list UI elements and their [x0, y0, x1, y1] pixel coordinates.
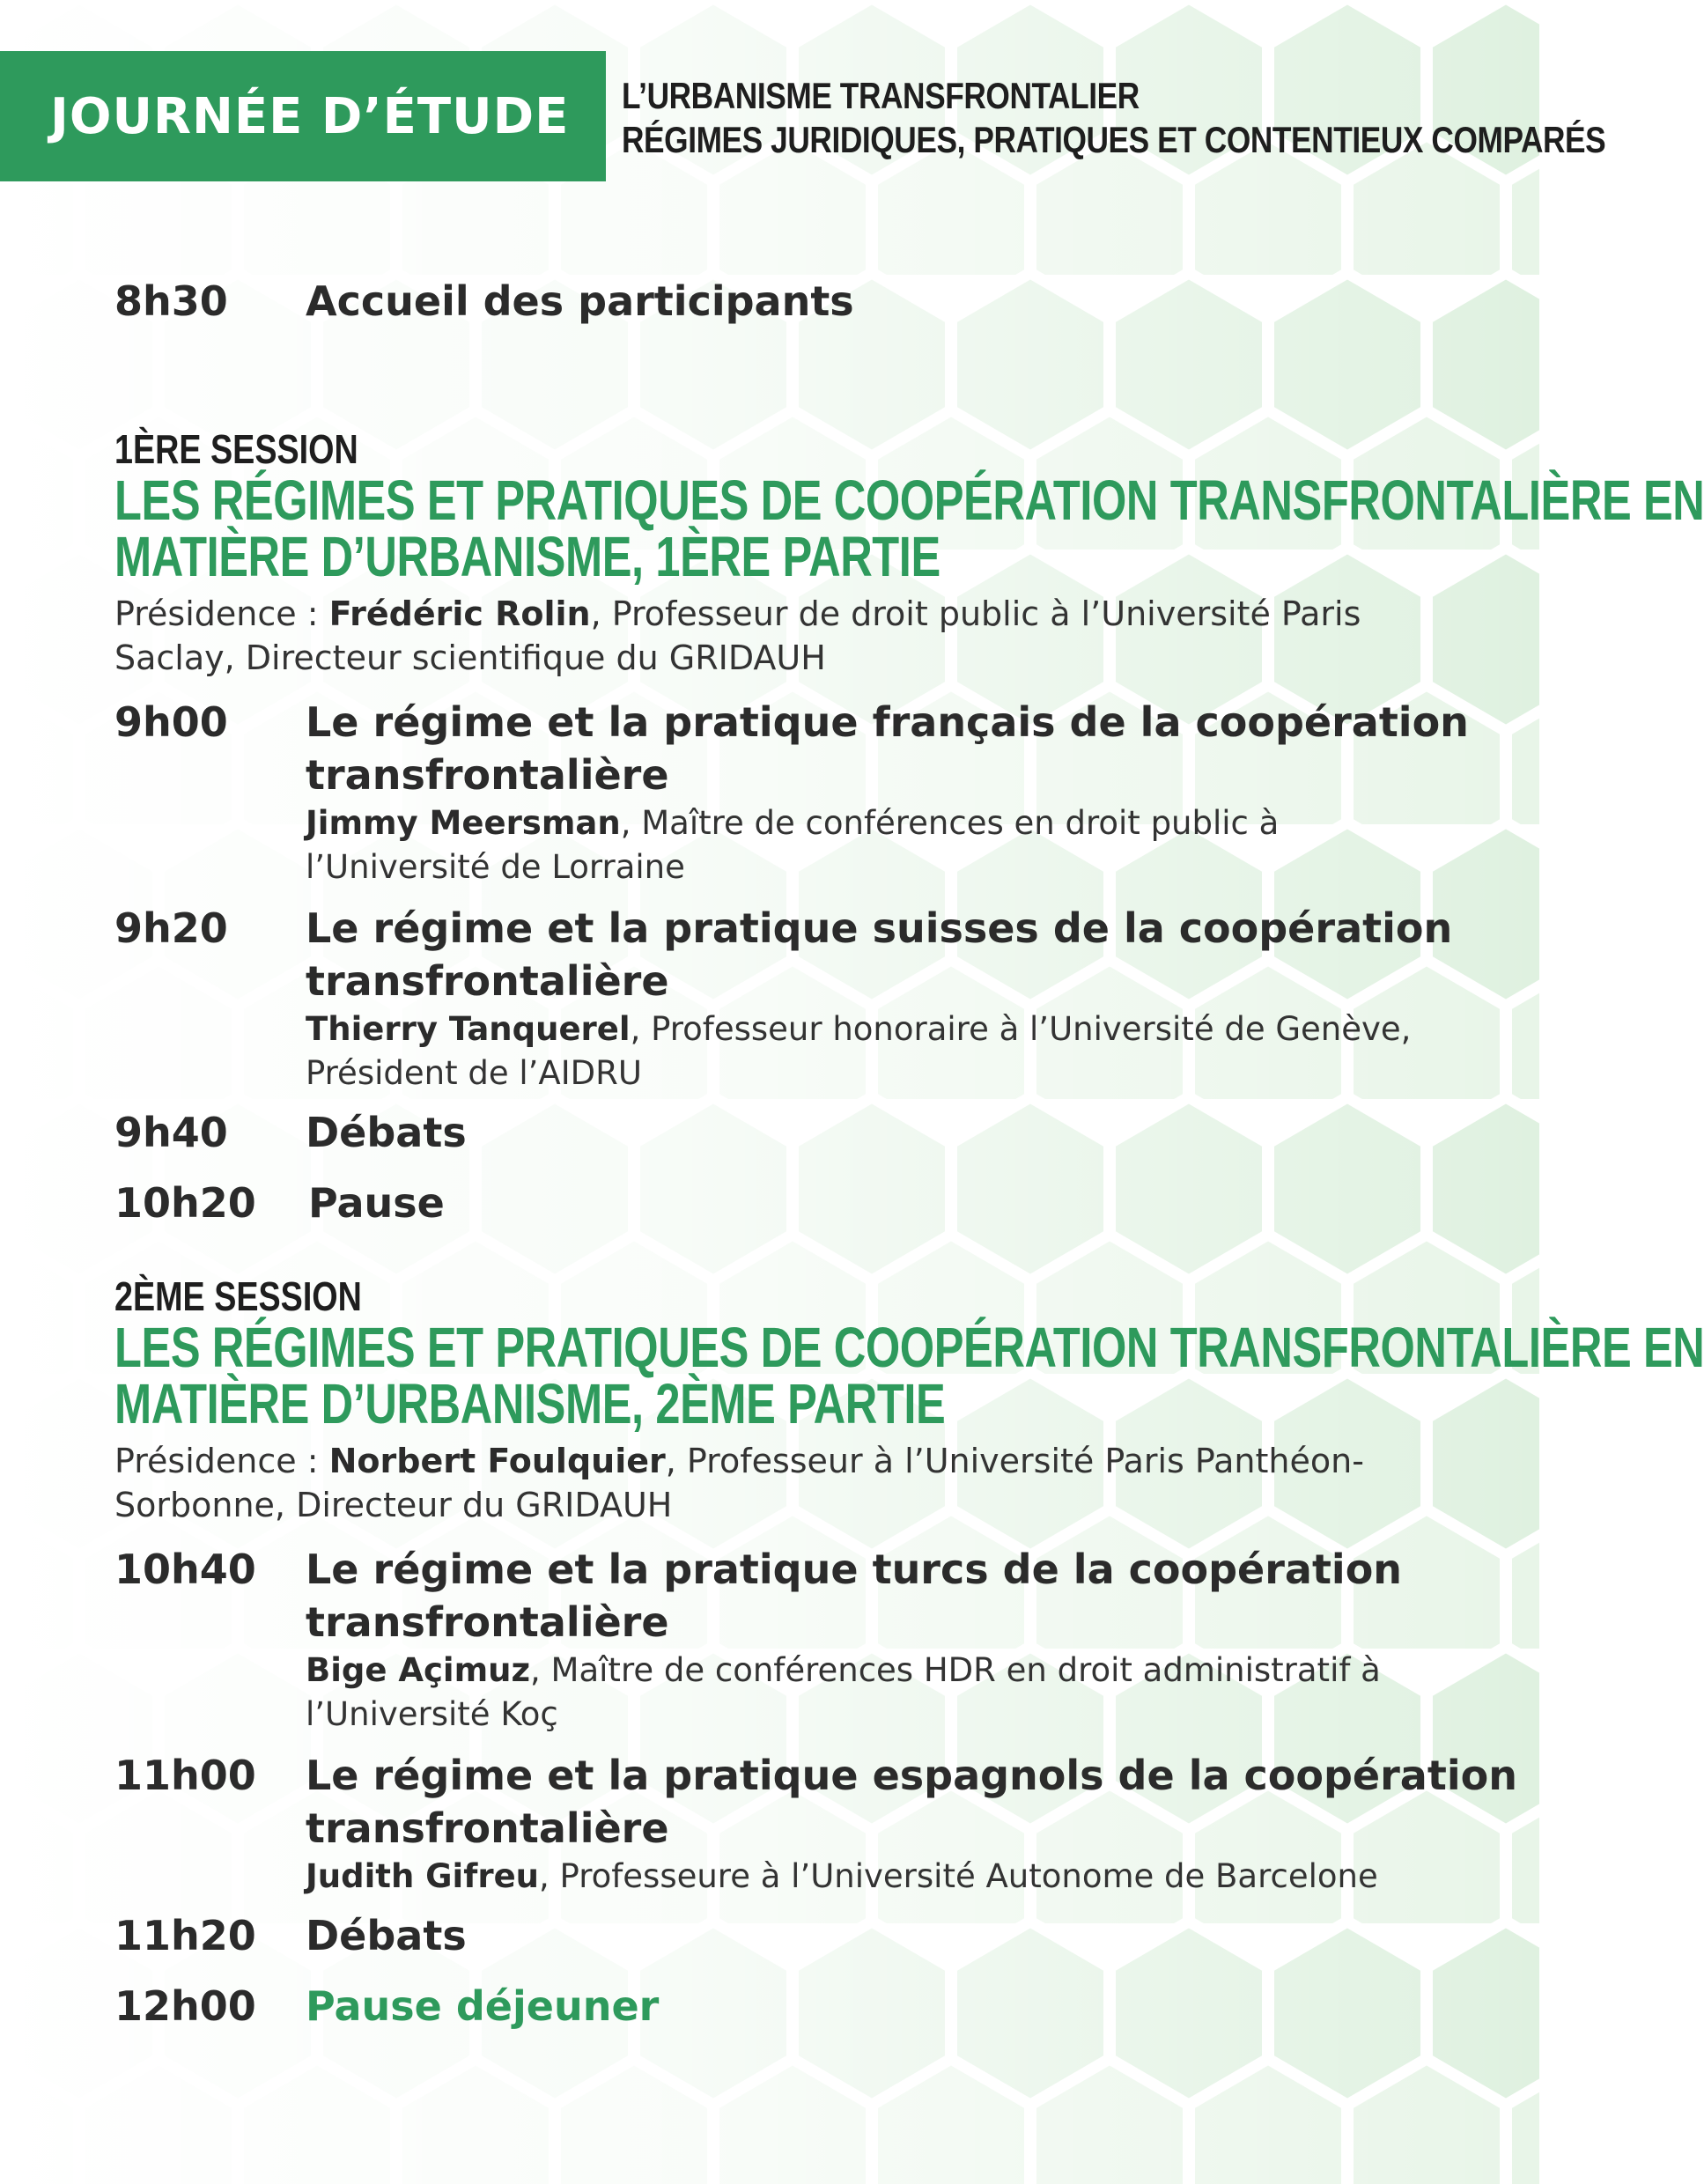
time: 9h20 — [114, 904, 228, 952]
speaker-role-line2: l’Université de Lorraine — [306, 848, 685, 886]
talk-title-line2: transfrontalière — [306, 1804, 669, 1852]
session1-title — [114, 469, 1704, 588]
session1-label: 1ÈRE SESSION — [114, 426, 358, 472]
talk-title-line1: Le régime et la pratique espagnols de la coopération — [306, 1752, 1517, 1799]
presidence-name: Norbert Foulquier — [328, 1442, 666, 1480]
session1-presidence — [114, 592, 1471, 680]
header-badge — [0, 51, 606, 181]
talk-title-line1: Le régime et la pratique turcs de la coopération — [306, 1546, 1403, 1593]
speaker — [306, 1007, 1556, 1051]
talk-title-line2: transfrontalière — [306, 957, 669, 1005]
entry-title: Accueil des participants — [306, 277, 854, 325]
speaker — [306, 1649, 1556, 1693]
event-title-line1: L’URBANISME TRANSFRONTALIER — [622, 75, 1140, 116]
speaker-name: Judith Gifreu — [306, 1857, 540, 1895]
session2-title-line1: LES RÉGIMES ET PRATIQUES DE COOPÉRATION TRANSFRONTALIÈRE EN — [114, 1316, 1704, 1379]
speaker-role: , Professeure à l’Université Autonome de Barcelone — [539, 1857, 1378, 1895]
time: 9h40 — [114, 1109, 228, 1156]
entry-title: Débats — [306, 1912, 467, 1959]
time: 10h40 — [114, 1546, 256, 1593]
speaker-role-line2: l’Université Koç — [306, 1695, 558, 1733]
entry-title: Pause — [308, 1179, 445, 1227]
talk-title-line1: Le régime et la pratique suisses de la coopération — [306, 904, 1453, 952]
session1-title-line1: LES RÉGIMES ET PRATIQUES DE COOPÉRATION TRANSFRONTALIÈRE EN — [114, 469, 1704, 532]
time: 12h00 — [114, 1982, 256, 2030]
entry-title: Débats — [306, 1109, 467, 1156]
speaker-role: , Maître de conférences HDR en droit administratif à — [530, 1651, 1381, 1689]
event-title — [622, 74, 1606, 162]
presidence-details: , Professeur à l’Université Paris Panthéon-Sorbonne, Directeur du GRIDAUH — [114, 1442, 1364, 1524]
talk-title-line1: Le régime et la pratique français de la coopération — [306, 698, 1469, 746]
session2-title-line2: MATIÈRE D’URBANISME, 2ÈME PARTIE — [114, 1372, 946, 1435]
time: 10h20 — [114, 1179, 256, 1227]
header-badge-label: JOURNÉE D’ÉTUDE — [50, 87, 570, 145]
entry-title: Pause déjeuner — [306, 1982, 660, 2030]
time: 11h20 — [114, 1912, 256, 1959]
speaker-role: , Professeur honoraire à l’Université de Genève, — [630, 1010, 1412, 1048]
time: 9h00 — [114, 698, 228, 746]
speaker-role: , Maître de conférences en droit public à — [620, 804, 1280, 842]
presidence-prefix: Présidence : — [114, 594, 329, 633]
presidence-prefix: Présidence : — [114, 1442, 329, 1480]
speaker-name: Thierry Tanquerel — [306, 1010, 631, 1048]
presidence-details: , Professeur de droit public à l’Université Paris Saclay, Directeur scientifique du GRIDAUH — [114, 594, 1361, 677]
session2-title — [114, 1316, 1704, 1435]
time: 11h00 — [114, 1752, 256, 1799]
talk-title-line2: transfrontalière — [306, 1598, 669, 1646]
time: 8h30 — [114, 277, 228, 325]
event-title-line2: RÉGIMES JURIDIQUES, PRATIQUES ET CONTENTIEUX COMPARÉS — [622, 119, 1606, 160]
session1-title-line2: MATIÈRE D’URBANISME, 1ÈRE PARTIE — [114, 525, 941, 588]
speaker — [306, 1855, 1556, 1899]
speaker-name: Jimmy Meersman — [306, 804, 621, 842]
talk-title-line2: transfrontalière — [306, 751, 669, 799]
session2-presidence — [114, 1439, 1471, 1527]
speaker-name: Bige Açimuz — [306, 1651, 531, 1689]
speaker — [306, 801, 1556, 845]
speaker-role-line2: Président de l’AIDRU — [306, 1054, 642, 1092]
session2-label: 2ÈME SESSION — [114, 1273, 362, 1319]
presidence-name: Frédéric Rolin — [328, 594, 591, 633]
